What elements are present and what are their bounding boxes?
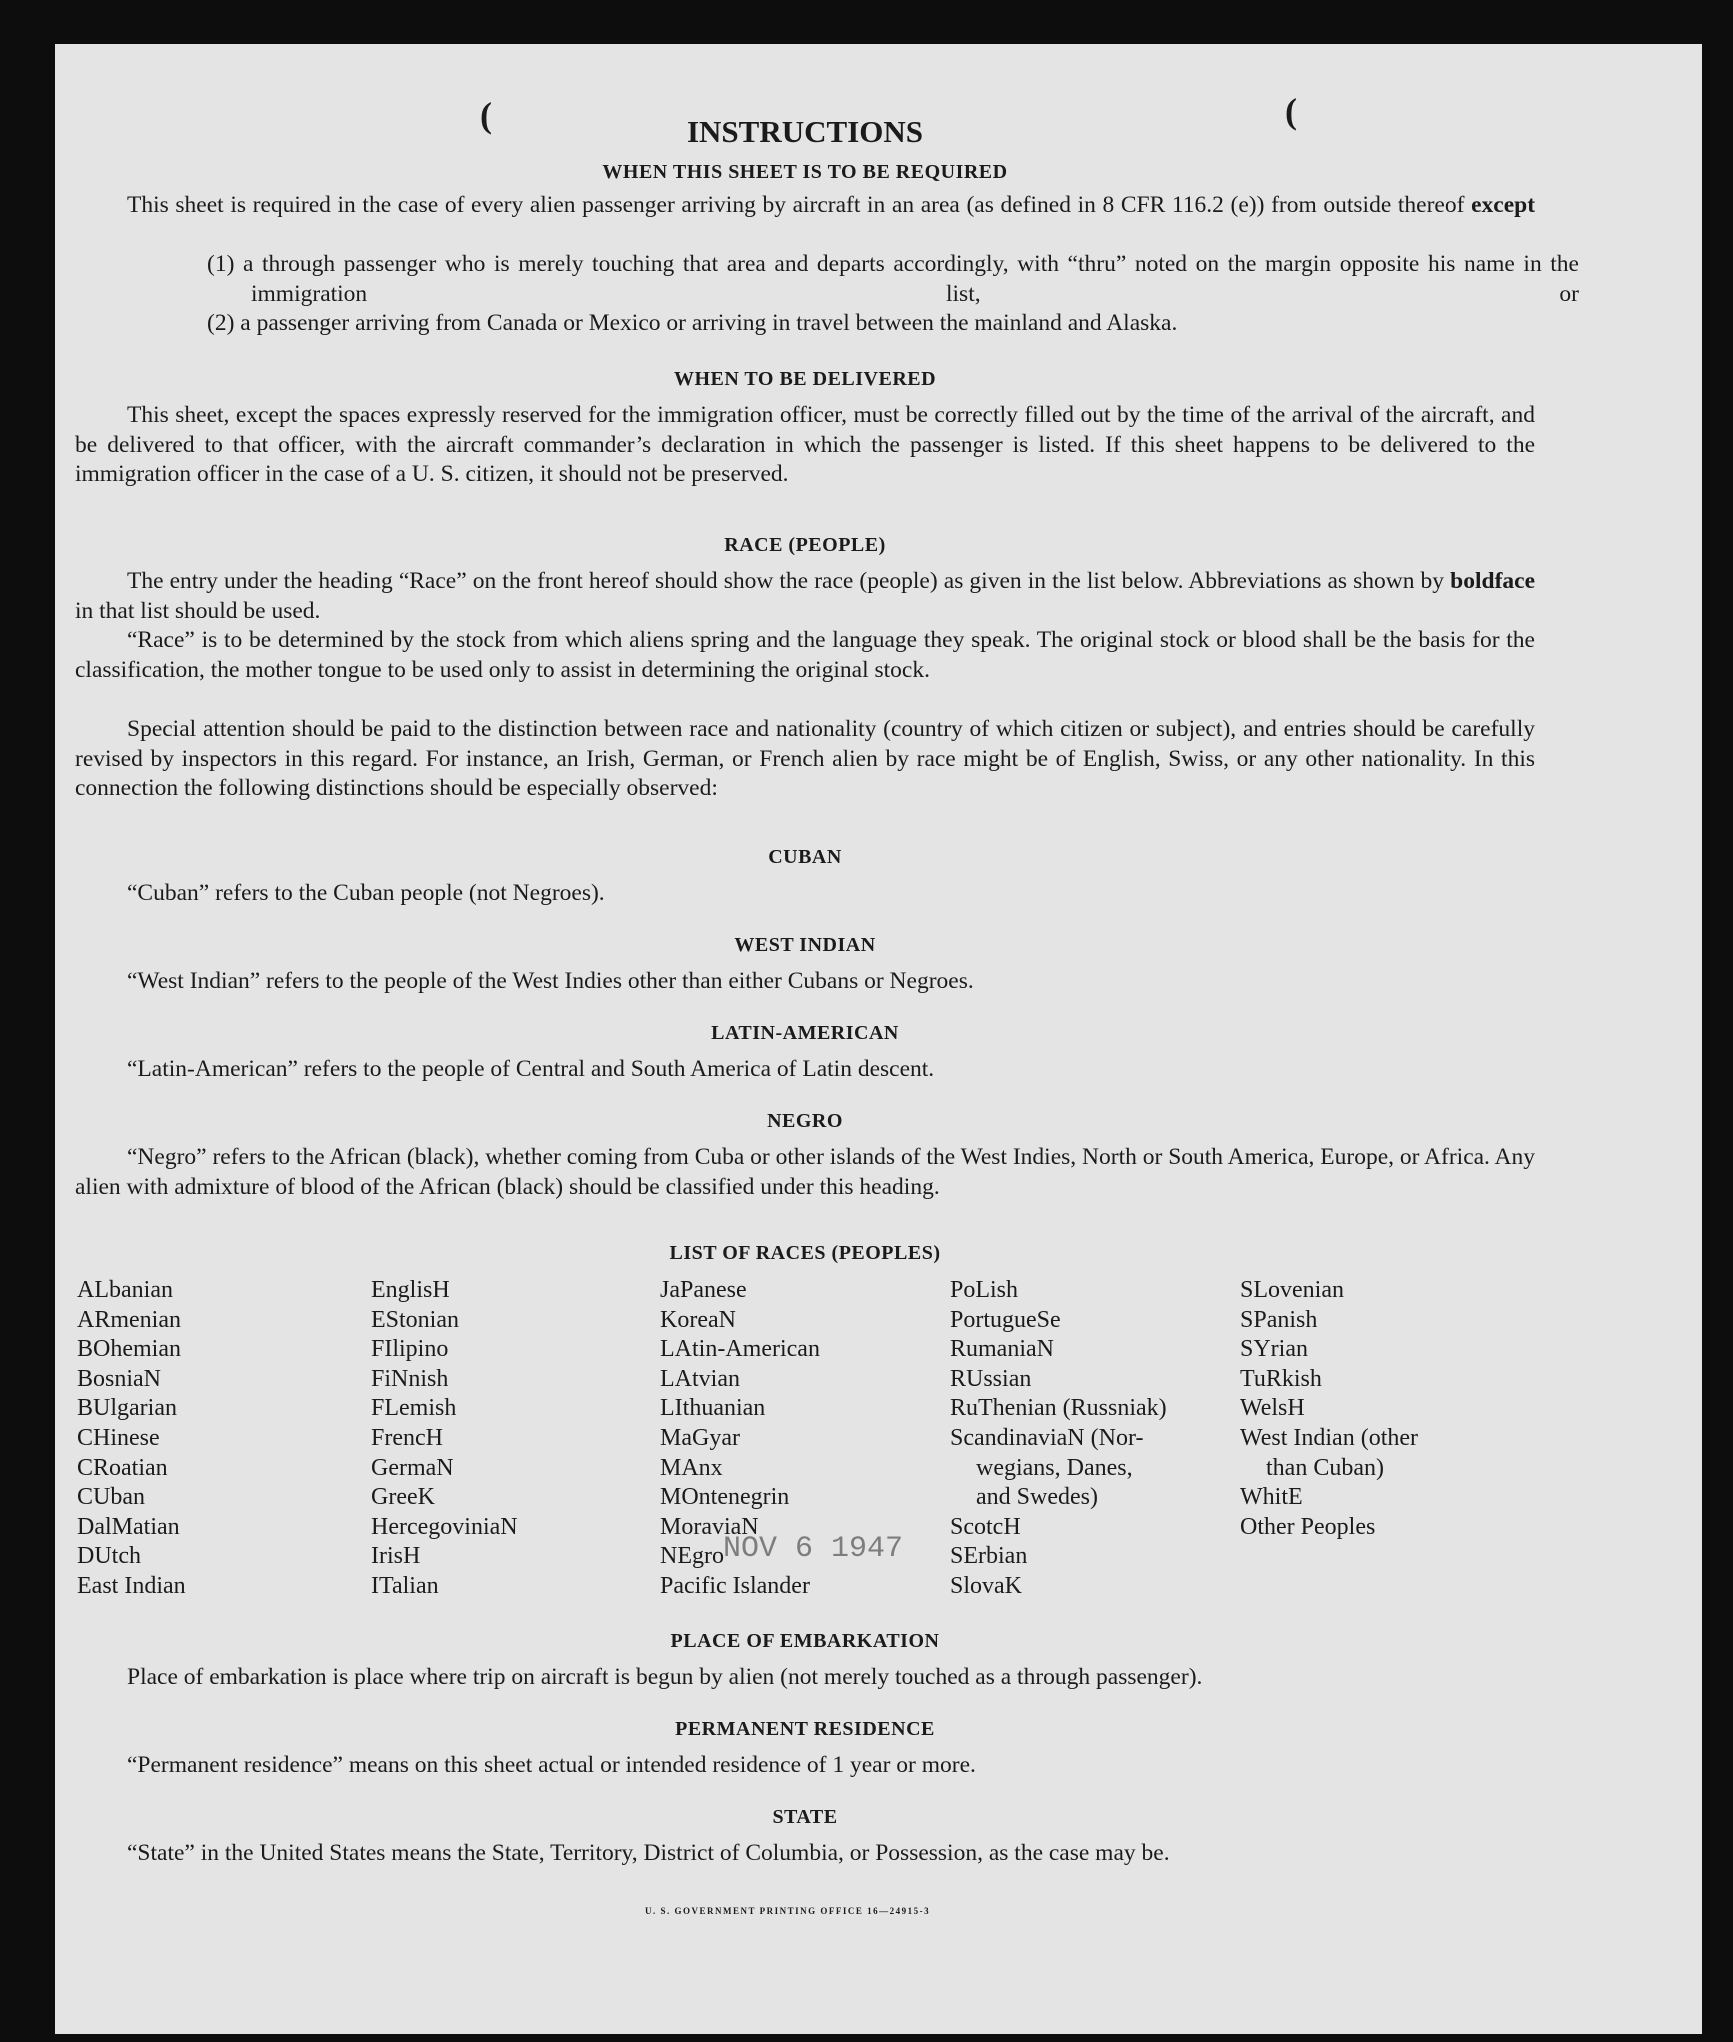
- document-sheet: [55, 44, 1702, 2034]
- race-entry: West Indian (other: [1240, 1424, 1419, 1451]
- race-entry: RumaniaN: [950, 1336, 1054, 1363]
- punch-mark-left: (: [480, 95, 492, 135]
- race-entry: TuRkish: [1240, 1365, 1322, 1392]
- race-entry: Pacific Islander: [660, 1572, 810, 1599]
- race-entry: EnglisH: [371, 1277, 450, 1303]
- race-entry: DalMatian: [77, 1513, 180, 1540]
- state-text: “State” in the United States means the State, Territory, District of Columbia, or Possession, as the case may be.: [127, 1840, 1170, 1866]
- race-entry: FiNnish: [371, 1365, 449, 1392]
- paragraph-cuban: “Cuban” refers to the Cuban people (not Negroes).: [127, 880, 605, 906]
- heading-list-of-races: LIST OF RACES (PEOPLES): [669, 1242, 941, 1264]
- received-stamp: NOV 6 1947: [723, 1532, 904, 1566]
- race-entry: ScotcH: [950, 1513, 1021, 1540]
- race-entry: SErbian: [950, 1543, 1028, 1570]
- punch-mark-right: (: [1285, 91, 1297, 131]
- race-entry: ScandinaviaN (Nor-: [950, 1424, 1144, 1451]
- race-entry: SLovenian: [1240, 1277, 1344, 1303]
- race-entry: East Indian: [77, 1572, 186, 1599]
- races-column-1: [77, 1276, 186, 1602]
- race-entry: than Cuban): [1266, 1454, 1384, 1481]
- race-entry: BOhemian: [77, 1336, 181, 1363]
- heading-negro: NEGRO: [767, 1110, 843, 1132]
- race-p3-text: Special attention should be paid to the distinction between race and nationality (country of which citizen or subject), and entries should be carefully revised by inspectors in this regard. For instance, an Irish, German, or French alien by race might be of English, Swiss, or any other nationality. In this connection the following distinctions should be especially observed:: [75, 716, 1535, 801]
- paragraph-embarkation: Place of embarkation is place where trip on aircraft is begun by alien (not merely touched as a through passenger).: [127, 1664, 1203, 1690]
- heading-when-required: WHEN THIS SHEET IS TO BE REQUIRED: [602, 161, 1008, 183]
- race-entry: LIthuanian: [660, 1395, 766, 1422]
- paragraph-west-indian: “West Indian” refers to the people of the West Indies other than either Cubans or Negroes.: [127, 968, 974, 994]
- race-entry: BUlgarian: [77, 1395, 177, 1422]
- paragraph-latin-american: “Latin-American” refers to the people of Central and South America of Latin descent.: [127, 1056, 935, 1082]
- heading-place-of-embarkation: PLACE OF EMBARKATION: [670, 1630, 940, 1652]
- heading-when-delivered: WHEN TO BE DELIVERED: [673, 368, 937, 390]
- race-entry: SPanish: [1240, 1306, 1318, 1333]
- negro-text: “Negro” refers to the African (black), whether coming from Cuba or other islands of the West Indies, North or South America, Europe, or Africa. Any alien with admixture of blood of the African (black) should be classified under this heading.: [75, 1144, 1535, 1200]
- race-p1-text-b: in that list should be used.: [75, 597, 321, 624]
- delivered-text: This sheet, except the spaces expressly reserved for the immigration officer, must be correctly filled out by the time of the arrival of the aircraft, and be delivered to that officer, with the aircraft commander’s declaration in which the passenger is listed. If this sheet happens to be delivered to the immigration officer in the case of a U. S. citizen, it should not be preserved.: [75, 402, 1535, 487]
- paragraph-required-item-2: (2) a passenger arriving from Canada or Mexico or arriving in travel between the mainland and Alaska.: [207, 310, 1178, 336]
- race-p1-boldface: boldface: [1450, 568, 1536, 594]
- heading-cuban: CUBAN: [768, 846, 842, 868]
- paragraph-race-1: [75, 567, 1535, 626]
- race-entry: MoraviaN: [660, 1513, 759, 1540]
- race-entry: MaGyar: [660, 1424, 740, 1451]
- race-entry: wegians, Danes,: [976, 1454, 1133, 1481]
- race-entry: CHinese: [77, 1424, 160, 1451]
- race-entry: PortugueSe: [950, 1306, 1061, 1333]
- race-entry: MOntenegrin: [660, 1484, 790, 1511]
- race-entry: JaPanese: [660, 1277, 747, 1303]
- paragraph-negro: [75, 1143, 1535, 1202]
- race-p2-text: “Race” is to be determined by the stock from which aliens spring and the language they speak. The original stock or blood shall be the basis for the classification, the mother tongue to be used only to assist in determining the original stock.: [75, 627, 1535, 683]
- race-entry: ARmenian: [77, 1306, 181, 1333]
- race-entry: SYrian: [1240, 1336, 1308, 1363]
- race-entry: RuThenian (Russniak): [950, 1395, 1167, 1422]
- paragraph-state: [75, 1839, 1535, 1869]
- race-entry: GreeK: [371, 1484, 435, 1511]
- races-column-4: [950, 1276, 1167, 1602]
- races-column-2: [371, 1276, 518, 1602]
- race-entry: FrencH: [371, 1424, 443, 1451]
- race-entry: IrisH: [371, 1543, 421, 1570]
- race-entry: RUssian: [950, 1365, 1032, 1392]
- required-intro-text: This sheet is required in the case of every alien passenger arriving by aircraft in an area (as defined in 8 CFR 116.2 (e)) from outside thereof: [127, 192, 1465, 218]
- heading-race-people: RACE (PEOPLE): [724, 534, 886, 556]
- race-entry: WelsH: [1240, 1395, 1305, 1422]
- paragraph-residence: “Permanent residence” means on this sheet actual or intended residence of 1 year or more.: [127, 1752, 976, 1778]
- required-except-bold: except: [1471, 192, 1536, 218]
- race-entry: CUban: [77, 1484, 145, 1511]
- race-entry: ALbanian: [77, 1277, 173, 1303]
- race-entry: EStonian: [371, 1306, 459, 1333]
- race-entry: GermaN: [371, 1454, 454, 1481]
- race-entry: CRoatian: [77, 1454, 168, 1481]
- race-entry: SlovaK: [950, 1572, 1022, 1599]
- race-entry: WhitE: [1240, 1484, 1303, 1511]
- paragraph-required-intro: [75, 191, 1535, 221]
- heading-latin-american: LATIN-AMERICAN: [711, 1022, 899, 1044]
- heading-west-indian: WEST INDIAN: [734, 934, 876, 956]
- paragraph-race-2: [75, 626, 1535, 685]
- race-entry: HercegoviniaN: [371, 1513, 518, 1540]
- race-entry: and Swedes): [976, 1484, 1098, 1511]
- printing-office-footer: U. S. GOVERNMENT PRINTING OFFICE 16—24915-3: [645, 1906, 931, 1916]
- race-entry: Other Peoples: [1240, 1513, 1376, 1540]
- page-title: INSTRUCTIONS: [686, 114, 923, 149]
- race-p1-text-a: The entry under the heading “Race” on the front hereof should show the race (people) as given in the list below. Abbreviations as shown by: [127, 568, 1445, 594]
- race-entry: LAtin-American: [660, 1336, 820, 1363]
- race-entry: NEgro: [660, 1543, 724, 1570]
- paragraph-race-3: [75, 715, 1535, 804]
- race-entry: DUtch: [77, 1543, 141, 1570]
- race-entry: KoreaN: [660, 1306, 736, 1333]
- race-entry: BosniaN: [77, 1365, 161, 1392]
- races-column-5: [1240, 1276, 1418, 1542]
- paragraph-delivered: [75, 401, 1535, 490]
- heading-permanent-residence: PERMANENT RESIDENCE: [675, 1718, 935, 1740]
- race-entry: FIlipino: [371, 1336, 449, 1363]
- race-entry: MAnx: [660, 1454, 723, 1481]
- heading-state: STATE: [772, 1806, 838, 1828]
- race-entry: ITalian: [371, 1572, 439, 1599]
- paragraph-required-item-1: (1) a through passenger who is merely touching that area and departs accordingly, with “thru” noted on the margin opposite his name in the immigration list, or: [207, 251, 1579, 307]
- race-entry: FLemish: [371, 1395, 457, 1422]
- race-entry: PoLish: [950, 1277, 1019, 1303]
- race-entry: LAtvian: [660, 1365, 740, 1392]
